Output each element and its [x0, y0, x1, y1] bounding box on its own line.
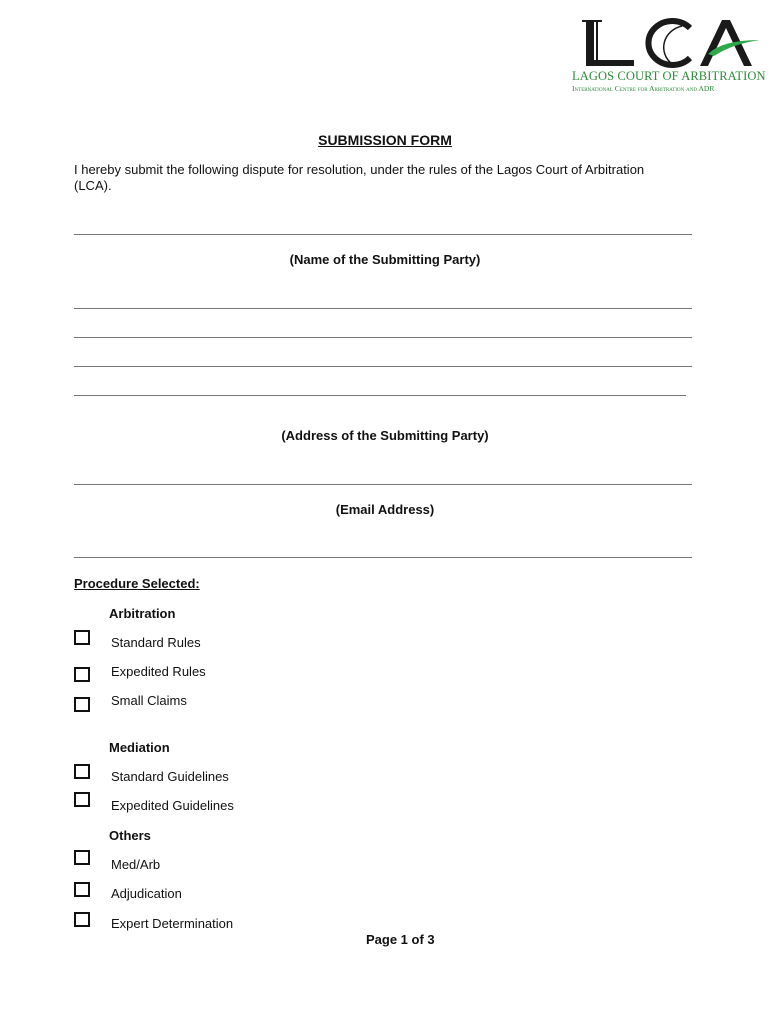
- name-caption: (Name of the Submitting Party): [289, 252, 481, 267]
- address-input-line-2[interactable]: [74, 337, 692, 338]
- standard-rules-label: Standard Rules: [111, 635, 201, 650]
- med-arb-checkbox[interactable]: [74, 850, 90, 865]
- form-intro: I hereby submit the following dispute for resolution, under the rules of the Lagos Court of Arbitration (LCA).: [74, 162, 645, 193]
- arbitration-group-label: Arbitration: [109, 606, 176, 621]
- med-arb-label: Med/Arb: [111, 857, 161, 872]
- expedited-rules-checkbox[interactable]: [74, 667, 90, 682]
- page-indicator: Page 1 of 3: [366, 932, 435, 947]
- expedited-rules-label: Expedited Rules: [111, 664, 206, 679]
- small-claims-label: Small Claims: [111, 693, 187, 708]
- expert-determination-label: Expert Determination: [111, 916, 234, 931]
- standard-rules-checkbox[interactable]: [74, 630, 90, 645]
- others-group-label: Others: [109, 828, 151, 843]
- adjudication-checkbox[interactable]: [74, 882, 90, 897]
- address-input-line-4[interactable]: [74, 395, 686, 396]
- standard-guidelines-label: Standard Guidelines: [111, 769, 229, 784]
- address-input-line-1[interactable]: [74, 308, 692, 309]
- lca-logo: [568, 16, 764, 98]
- standard-guidelines-checkbox[interactable]: [74, 764, 90, 779]
- address-input-line-3[interactable]: [74, 366, 692, 367]
- form-title: SUBMISSION FORM: [318, 132, 452, 148]
- lca-logo-mark-icon: [582, 16, 762, 70]
- logo-organization-name: LAGOS COURT OF ARBITRATION: [572, 69, 766, 83]
- procedure-heading: Procedure Selected:: [74, 576, 200, 591]
- expert-determination-checkbox[interactable]: [74, 912, 90, 927]
- expedited-guidelines-checkbox[interactable]: [74, 792, 90, 807]
- blank-input-line[interactable]: [74, 557, 692, 558]
- adjudication-label: Adjudication: [111, 886, 182, 901]
- email-input-line[interactable]: [74, 484, 692, 485]
- name-input-line[interactable]: [74, 234, 692, 235]
- mediation-group-label: Mediation: [109, 740, 170, 755]
- small-claims-checkbox[interactable]: [74, 697, 90, 712]
- expedited-guidelines-label: Expedited Guidelines: [111, 798, 234, 813]
- logo-tagline: International Centre for Arbitration and ADR: [572, 84, 715, 93]
- email-caption: (Email Address): [335, 502, 435, 517]
- address-caption: (Address of the Submitting Party): [281, 428, 489, 443]
